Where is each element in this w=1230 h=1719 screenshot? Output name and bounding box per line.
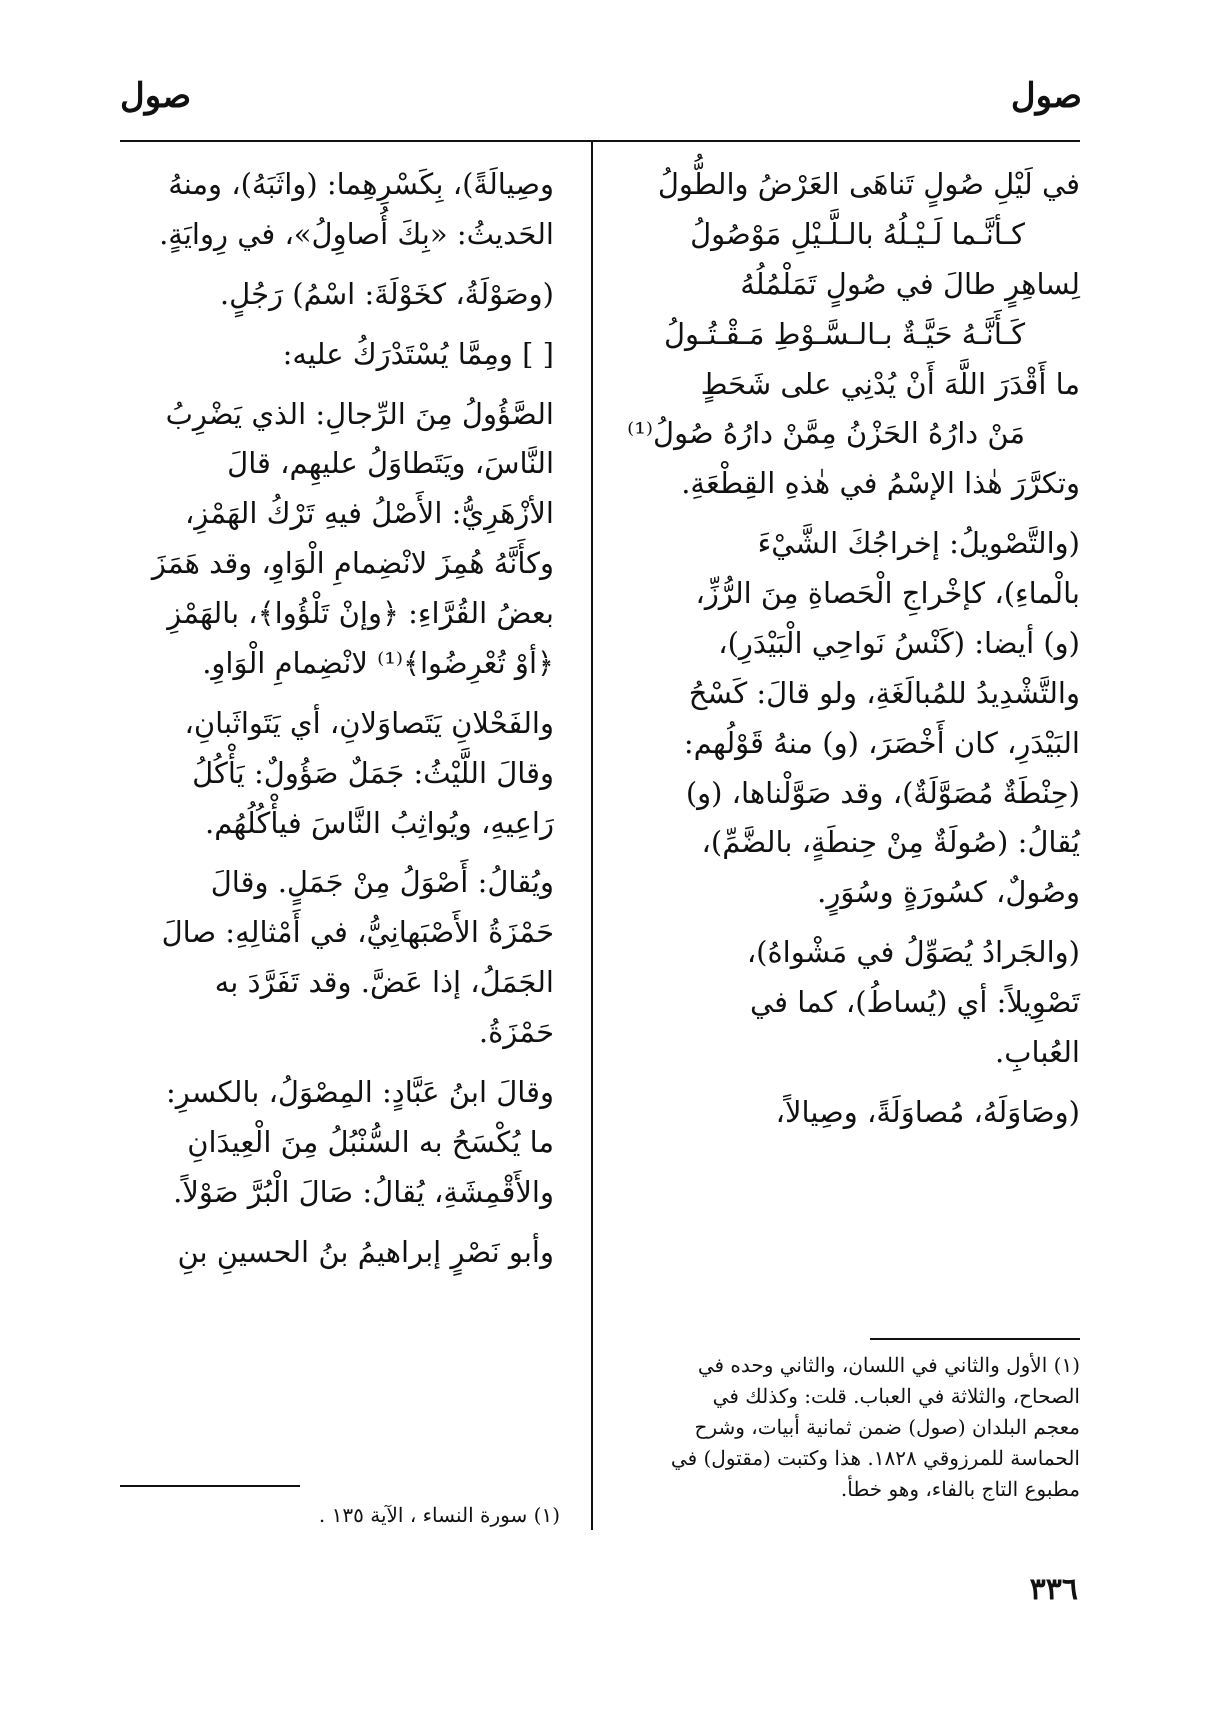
verse-line: في لَيْلِ صُولٍ تَناهَى العَرْضُ والطُّولُ [657,167,1080,201]
text-line: حَمْزَةُ. [478,1015,554,1049]
text-line: الأزْهَرِيُّ: الأَصْلُ فيهِ تَرْكُ الهَمْزِ، [185,496,554,531]
text-line: الحَديثُ: «بِكَ أُصاوِلُ»، في رِوايَةٍ. [159,216,554,251]
text-line: رَاعِيهِ، ويُواثِبُ النَّاسَ فيأْكُلُهُم. [205,805,554,840]
text-line: والفَحْلانِ يَتَصاوَلانِ، أي يَتَواثَبانِ، [184,705,554,740]
text-line: (والتَّصْويلُ: إخراجُكَ الشَّيْءَ [757,526,1080,561]
text-line: وتكرَّرَ هٰذا الإسْمُ في هٰذهِ القِطْعَةِ. [681,466,1080,501]
text-line: النَّاسَ، ويَتَطاوَلُ عليهِم، قالَ [227,446,554,481]
running-head-right: صول [1010,76,1082,116]
text-line: بالْماءِ)، كإخْراجِ الْحَصاةِ مِنَ الرُّزِّ، [695,576,1080,610]
footnote-left: (١) سورة النساء ، الآية ١٣٥ . [318,1503,560,1527]
text-line: وكأَنَّهُ هُمِزَ لانْضِمامِ الْوَاوِ، وقد هَمَزَ [151,546,554,581]
text-line: والأَقْمِشَةِ، يُقالُ: صَالَ الْبُرَّ صَوْلاً. [173,1174,554,1209]
verse-line: مَنْ دارُهُ الحَزْنُ مِمَّنْ دارُهُ صُولُ⁽¹⁾ [627,416,1025,451]
footnote-rule-left [120,1485,300,1487]
text-line: ما يُكْسَحُ به السُّنْبُلُ مِنَ الْعِيدَانِ [187,1124,554,1159]
verse-line: كـأنَّـما لَـيْـلُهُ بالـلَّـيْلِ مَوْصُولُ [690,216,1025,251]
verse-line: ما أَقْدَرَ اللَّهَ أَنْ يُدْنِي على شَحَطٍ [700,366,1080,401]
footnote-rule-right [870,1338,1080,1340]
column-divider [591,140,593,1530]
running-head-left: صول [120,76,192,116]
text-line: وأبو نَصْرٍ إبراهيمُ بنُ الحسينِ بنِ [177,1234,554,1269]
page-number: ٣٣٦ [1029,1572,1078,1607]
text-line: (وصَاوَلَهُ، مُصاوَلَةً، وصِيالاً، [775,1094,1080,1129]
header-rule [120,140,1080,142]
text-line: (والجَرادُ يُصَوِّلُ في مَشْواهُ)، [746,935,1080,970]
text-line: البَيْدَرِ، كان أَخْصَرَ، (و) منهُ قَوْلُهم: [683,725,1080,760]
text-line: العُبابِ. [995,1034,1080,1069]
text-line: تَصْوِيلاً: أي (يُساطُ)، كما في [749,985,1080,1019]
verse-line: كَـأَنَّـهُ حَيَّـةٌ بـالـسَّـوْطِ مَـقْـتُـولُ [663,316,1025,351]
text-line: ويُقالُ: أَصْوَلُ مِنْ جَمَلٍ. وقالَ [210,865,554,900]
text-line: (وصَوْلَةُ، كخَوْلَةَ: اسْمُ) رَجُلٍ. [219,276,554,311]
text-line: حَمْزَةُ الأَصْبَهانِيُّ، في أَمْثالِهِ: صالَ [161,915,554,950]
text-line: ﴿أوْ تُعْرِضُوا﴾⁽¹⁾ لانْضِمامِ الْوَاوِ. [202,645,554,680]
text-line: الصَّؤُولُ مِنَ الرِّجالِ: الذي يَضْرِبُ [165,396,554,431]
text-line: الجَمَلُ، إذا عَضَّ. وقد تَفَرَّدَ به [214,965,554,1000]
text-line: يُقالُ: (صُولَةٌ مِنْ حِنطَةٍ، بالضَّمِّ)، [701,825,1080,860]
text-line: بعضُ القُرَّاءِ: ﴿وإنْ تَلْؤُوا﴾، بالهَمْزِ [167,596,554,630]
text-line: وصُولٌ، كسُورَةٍ وسُوَرٍ. [817,875,1080,910]
footnote-right: (١) الأول والثاني في اللسان، والثاني وحده في الصحاح، والثلاثة في العباب. قلت: وكذلك في معجم البلدان (صول) ضمن ثمانية أبيات، وشرح الحماسة للمرزوقي ١٨٢٨. هذا وكتبت (مقتول) في مطبوع التاج بالفاء، وهو خطأ. [670,1353,1080,1501]
text-line: (و) أيضا: (كَنْسُ نَواحِي الْبَيْدَرِ)، [718,625,1080,660]
text-line: [ ] ومِمَّا يُسْتَدْرَكُ عليه: [282,336,554,371]
text-line: (حِنْطَةٌ مُصَوَّلَةٌ)، وقد صَوَّلْناها، (و) [685,775,1080,810]
text-line: وقالَ ابنُ عَبَّادٍ: المِصْوَلُ، بالكسرِ: [165,1074,554,1109]
verse-line: لِساهِرٍ طالَ في صُولٍ تَمَلْمُلُهُ [740,266,1080,301]
text-line: والتَّشْدِيدُ للمُبالَغَةِ، ولو قالَ: كَسْحُ [688,675,1080,710]
text-line: وصِيالَةً)، بِكَسْرِهِما: (واثَبَهُ)، ومنهُ [168,167,554,201]
text-line: وقالَ اللَّيْثُ: جَمَلٌ صَؤُولٌ: يَأْكُلُ [192,755,554,790]
left-column [118,160,554,1277]
right-column [627,160,1080,1138]
